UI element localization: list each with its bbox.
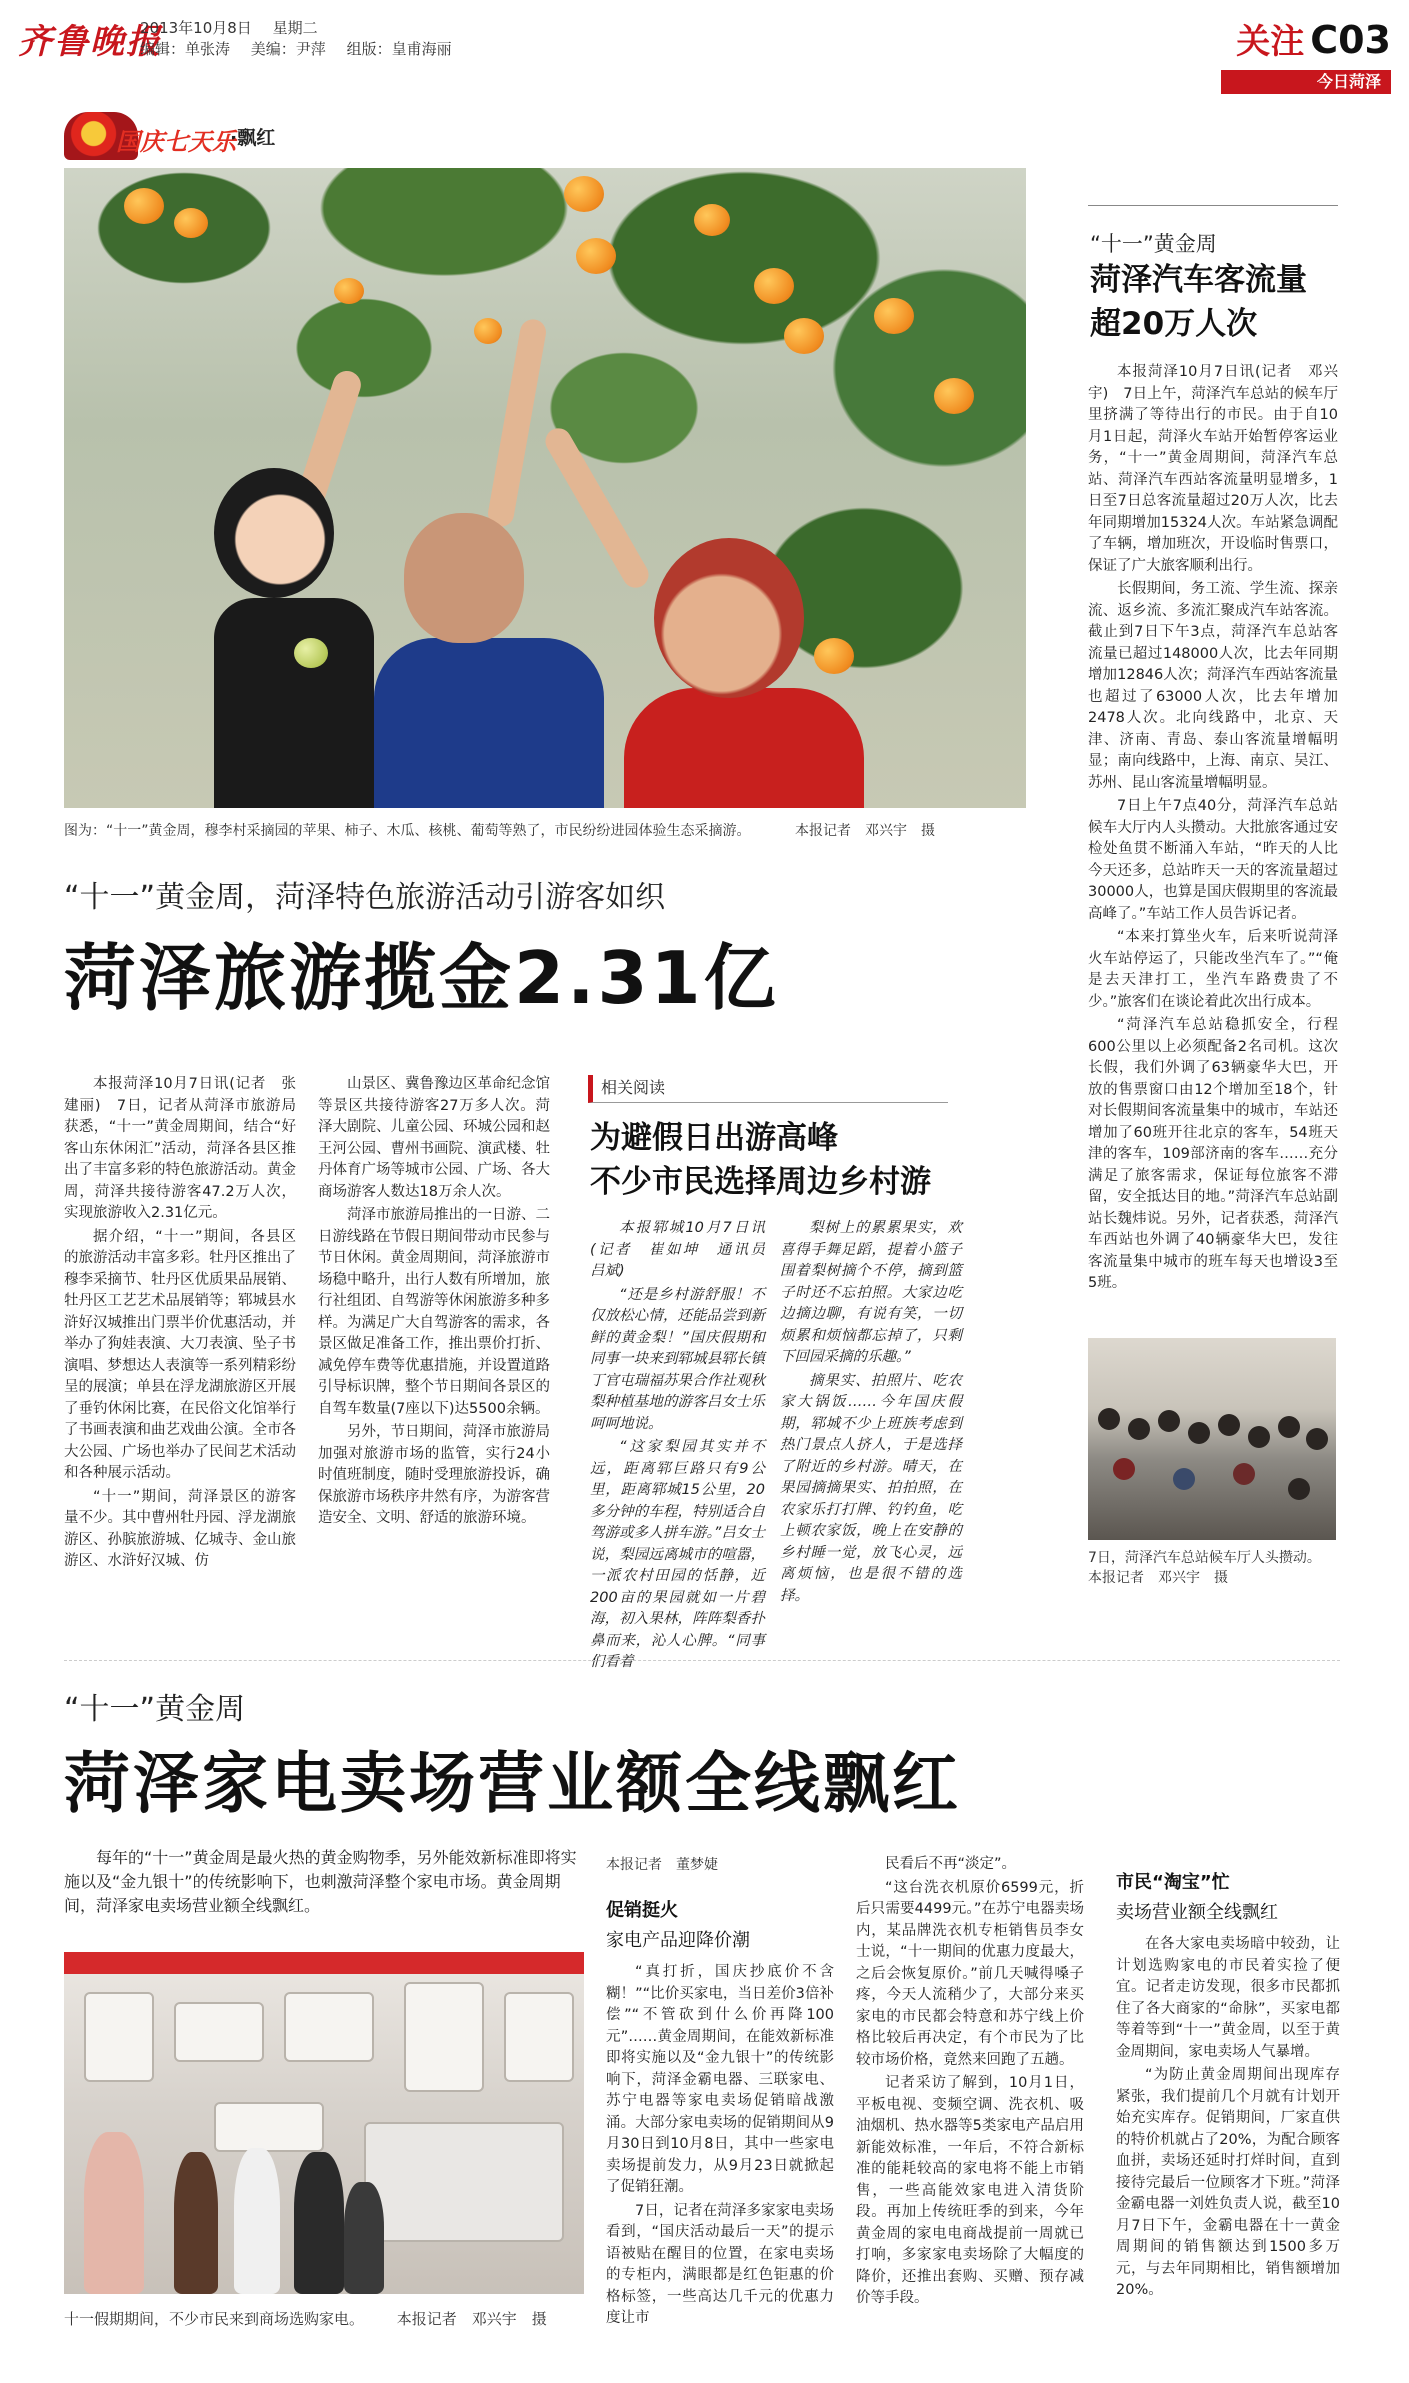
section-name: 关注: [1236, 22, 1305, 62]
girl-head: [214, 468, 334, 598]
section-subtitle: 今日菏泽: [1221, 70, 1391, 94]
article2-column-1: [606, 1962, 834, 2362]
water-heater: [404, 1982, 484, 2092]
persimmon: [934, 378, 974, 414]
article-column-1: [64, 1074, 296, 1624]
article2-paragraph: “真打折，国庆抄底价不含糊！”“比价买家电，当日差价3倍补偿”“不管砍到什么价再降100元”……黄金周期间，在能效新标准即将实施以及“金九银十”的传统影响下，菏泽金霸电器、三联家电、苏宁电器等家电卖场促销暗战激涌。大部分家电卖场的促销期间从9月30日到10月8日，其中一些家电卖场提前发力，从9月23日就掀起了促销狂潮。: [606, 1964, 834, 2195]
woman-figure: [624, 688, 864, 808]
bus-photo-caption: 7日，菏泽汽车总站候车厅人头攒动。 本报记者 邓兴宇 摄: [1088, 1550, 1328, 1586]
related-headline-line: 为避假日出游高峰: [590, 1120, 838, 1156]
page-number: C03: [1310, 18, 1391, 62]
article-column-2: [318, 1074, 550, 1624]
persimmon: [814, 638, 854, 674]
right-article-paragraph: 长假期间，务工流、学生流、探亲流、返乡流、多流汇聚成汽车站客流。截止到7日下午3点，菏泽汽车总站客流量已超过148000人次，比去年同期增加12846人次；菏泽汽车西站客流量也超过了63000人次，比去年增加2478人次。北向线路中，北京、天津、济南、青岛、泰山客流量增幅明显；南向线路中，上海、南京、吴江、苏州、昆山客流量增幅明显。: [1088, 581, 1338, 791]
crowd-person: [1278, 1416, 1300, 1438]
related-paragraph: “还是乡村游舒服！不仅放松心情，还能品尝到新鲜的黄金梨！”国庆假期和同事一块来到郓城县郓长镇丁官屯瑞福苏果合作社观秋梨种植基地的游客吕女士乐呵呵地说。: [590, 1286, 765, 1432]
issue-meta: [140, 18, 468, 60]
right-article-paragraph: 7日上午7点40分，菏泽汽车总站候车大厅内人头攒动。大批旅客通过安检处鱼贯不断涌入车站，“昨天的人比今天还多，总站昨天一天的客流量超过30000人，也算是国庆假期里的客流最高峰了。”车站工作人员告诉记者。: [1088, 798, 1338, 922]
shopper-figure: [344, 2182, 384, 2294]
article-headline: 菏泽旅游揽金2.31亿: [64, 936, 779, 1020]
persimmon: [334, 278, 364, 304]
editor-credit: 编辑：单张涛: [140, 40, 231, 58]
caption-text: 十一假期期间，不少市民来到商场选购家电。: [64, 2310, 365, 2328]
crowd-person: [1173, 1468, 1195, 1490]
issue-date: 2013年10月8日: [140, 19, 252, 37]
newspaper-logo: 齐鲁晚报: [18, 22, 162, 62]
art-editor-credit: 美编：尹萍: [250, 40, 326, 58]
article2-paragraph: 民看后不再“淡定”。: [885, 1856, 1017, 1872]
section-divider: [64, 1660, 1340, 1661]
layout-credit: 组版：皇甫海丽: [346, 40, 452, 58]
appliance-photo-caption: [64, 2308, 584, 2329]
article-paragraph: 本报菏泽10月7日讯(记者 张建丽) 7日，记者从菏泽市旅游局获悉，“十一”黄金周期间，结合“好客山东休闲汇”活动，菏泽各县区推出了丰富多彩的特色旅游活动。黄金周，菏泽共接待游客47.2万人次，实现旅游收入2.31亿元。: [64, 1076, 296, 1221]
article2-kicker: “十一”黄金周: [64, 1692, 246, 1727]
article2-headline: 菏泽家电卖场营业额全线飘红: [64, 1745, 961, 1822]
shopper-figure: [84, 2132, 144, 2294]
article2-paragraph: 7日，记者在菏泽多家家电卖场看到，“国庆活动最后一天”的提示语被贴在醒目的位置，在家电卖场的专柜内，满眼都是红色钜惠的价格标签，一些高达几千元的优惠力度让市: [606, 2202, 834, 2326]
article2-right-column: [1116, 1934, 1340, 2362]
persimmon: [754, 268, 794, 304]
photo-caption: [64, 820, 1026, 840]
caption-text: 图为：“十一”黄金周，穆李村采摘园的苹果、柿子、木瓜、核桃、葡萄等熟了，市民纷纷进园体验生态采摘游。: [64, 823, 751, 839]
persimmon: [564, 176, 604, 212]
crowd-person: [1158, 1410, 1180, 1432]
photo-credit: 本报记者 邓兴宇 摄: [794, 823, 935, 839]
shopper-figure: [234, 2148, 280, 2294]
right-article-body: [1088, 362, 1338, 1330]
crowd-person: [1188, 1422, 1210, 1444]
appliance-store-photo: [64, 1952, 584, 2294]
persimmon: [174, 208, 208, 238]
related-paragraph: “这家梨园其实并不远，距离郓巨路只有9公里，距离郓城15公里，20多分钟的车程，特别适合自驾游或多人拼车游。”吕女士说，梨园远离城市的喧嚣，一派农村田园的恬静，近200亩的果园就如一片碧海，初入果林，阵阵梨香扑鼻而来，沁人心脾。“同事们看着: [590, 1439, 765, 1670]
article2-subhead: 促销挺火: [606, 1900, 678, 1921]
article2-lead: 每年的“十一”黄金周是最火热的黄金购物季，另外能效新标准即将实施以及“金九银十”的传统影响下，也刺激菏泽整个家电市场。黄金周期间，菏泽家电卖场营业额全线飘红。: [64, 1848, 577, 1915]
crowd-person: [1113, 1458, 1135, 1480]
held-fruit: [294, 638, 328, 668]
man-figure: [374, 638, 604, 808]
article-paragraph: 菏泽市旅游局推出的一日游、二日游线路在节假日期间带动市民参与节日休闲。黄金周期间，菏泽旅游市场稳中略升，出行人数有所增加，旅行社组团、自驾游等休闲旅游多种多样。为满足广大自驾游客的需求，各景区做足准备工作，推出票价打折、减免停车费等优惠措施，并设置道路引导标识牌，整个节日期间各景区的自驾车数量(7座以下)达5500余辆。: [318, 1207, 550, 1417]
article-paragraph: 据介绍，“十一”期间，各县区的旅游活动丰富多彩。牡丹区推出了穆李采摘节、牡丹区优质果品展销、牡丹区工艺艺术品展销等；郓城县水浒好汉城推出门票半价优惠活动，并举办了狗娃表演、大刀表演、坠子书演唱、梦想达人表演等一系列精彩纷呈的展演；单县在浮龙湖旅游区开展了垂钓休闲比赛，在民俗文化馆举行了书画表演和曲艺戏曲公演。全市各大公园、广场也举办了民间艺术活动和各种展示活动。: [64, 1228, 296, 1481]
right-article-headline: [1090, 258, 1307, 346]
water-heater: [284, 1992, 374, 2062]
article-paragraph: “十一”期间，菏泽景区的游客量不少。其中曹州牡丹园、浮龙湖旅游区、孙膑旅游城、亿城寺、金山旅游区、水浒好汉城、仿: [64, 1488, 296, 1569]
persimmon: [474, 318, 502, 344]
related-headline: [590, 1116, 931, 1204]
column-subtitle: ·飘红: [230, 126, 276, 149]
article2-column-2: [856, 1854, 1084, 2362]
article2-byline: 本报记者 董梦婕: [606, 1857, 718, 1873]
crowd-person: [1288, 1478, 1310, 1500]
related-paragraph: 摘果实、拍照片、吃农家大锅饭……今年国庆假期，郓城不少上班族考虑到热门景点人挤人，于是选择了附近的乡村游。晴天，在果园摘摘果实、拍拍照，在农家乐打打牌、钓钓鱼，吃上顿农家饭，晚上在安静的乡村睡一觉，放飞心灵，远离烦恼，也是很不错的选择。: [780, 1372, 962, 1604]
display-counter: [364, 2122, 564, 2242]
right-headline-line: 超20万人次: [1090, 306, 1258, 342]
related-column-2: [780, 1218, 962, 1626]
right-article-paragraph: “菏泽汽车总站稳抓安全，行程600公里以上必须配备2名司机。这次长假，我们外调了63辆豪华大巴，开放的售票窗口由12个增加至18个，针对长假期间客流量集中的城市，车站还增加了60班开往北京的客车，54班天津的客车，109部济南的客车……充分满足了旅客需求，保证每位旅客不滞留，安全抵达目的地。”菏泽汽车总站副站长魏炜说。另外，记者获悉，菏泽汽车西站也外调了40辆豪华大巴，发往客流量集中城市的班车每天也增设3至5班。: [1088, 1017, 1338, 1291]
related-reading-tag: 相关阅读: [588, 1075, 948, 1103]
article-kicker: “十一”黄金周，菏泽特色旅游活动引游客如织: [64, 880, 666, 915]
column-emblem-text: 国庆七天乐: [116, 127, 236, 156]
water-heater: [84, 1992, 154, 2082]
article2-right-kicker: 市民“淘宝”忙: [1116, 1872, 1230, 1893]
related-column-1: [590, 1218, 780, 1670]
photo-credit: 本报记者 邓兴宇 摄: [396, 2310, 547, 2328]
article-paragraph: 另外，节日期间，菏泽市旅游局加强对旅游市场的监管，实行24小时值班制度，随时受理旅游投诉，确保旅游市场秩序井然有序，为游客营造安全、文明、舒适的旅游环境。: [318, 1424, 550, 1526]
article-paragraph: 山景区、冀鲁豫边区革命纪念馆等景区共接待游客27万多人次。菏泽大剧院、儿童公园、环城公园和赵王河公园、曹州书画院、演武楼、牡丹体育广场等城市公园、广场、各大商场游客人数达18万余人次。: [318, 1076, 550, 1200]
right-article-paragraph: 本报菏泽10月7日讯(记者 邓兴宇) 7日上午，菏泽汽车总站的候车厅里挤满了等待出行的市民。由于自10月1日起，菏泽火车站开始暂停客运业务，“十一”黄金周期间，菏泽汽车总站、菏泽汽车西站客流量明显增多，1日至7日总客流量超过20万人次，比去年同期增加15324人次。车站紧急调配了车辆，增加班次，开设临时售票口，保证了广大旅客顺利出行。: [1088, 364, 1338, 574]
crowd-person: [1306, 1428, 1328, 1450]
right-column-rule: [1088, 205, 1338, 206]
column-tag: [64, 112, 275, 160]
right-article-kicker: “十一”黄金周: [1090, 232, 1217, 256]
related-byline: 本报郓城10月7日讯(记者 崔如坤 通讯员 吕斌): [590, 1220, 780, 1279]
crowd-person: [1128, 1418, 1150, 1440]
water-heater: [174, 2002, 264, 2062]
persimmon: [124, 188, 164, 224]
related-paragraph: 梨树上的累累果实，欢喜得手舞足蹈，提着小篮子围着梨树摘个不停，摘到篮子时还不忘拍照。大家边吃边摘边聊，有说有笑，一切烦累和烦恼都忘掉了，只剩下回园采摘的乐趣。”: [780, 1220, 962, 1365]
article2-right-headline: 卖场营业额全线飘红: [1116, 1902, 1278, 1923]
national-day-emblem-icon: [64, 112, 236, 160]
article2-paragraph: “为防止黄金周期间出现库存紧张，我们提前几个月就有计划开始充实库存。促销期间，厂家直供的特价机就占了20%，为配合顾客血拼，卖场还延时打烊时间，直到接待完最后一位顾客才下班。”菏泽金霸电器一刘姓负责人说，截至10月7日下午，金霸电器在十一黄金周期间的销售额达到1500多万元，与去年同期相比，销售额增加20%。: [1116, 2067, 1340, 2298]
bus-station-crowd-photo: [1088, 1338, 1336, 1540]
water-heater: [504, 1992, 574, 2082]
persimmon-picking-photo: [64, 168, 1026, 808]
crowd-person: [1218, 1414, 1240, 1436]
right-article-paragraph: “本来打算坐火车，后来听说菏泽火车站停运了，只能改坐汽车了。”“俺是去天津打工，坐汽车路费贵了不少。”旅客们在谈论着此次出行成本。: [1088, 929, 1338, 1010]
woman-head: [654, 538, 804, 698]
water-heater: [214, 2102, 324, 2152]
persimmon: [784, 318, 824, 354]
article2-paragraph: 在各大家电卖场暗中较劲，让计划选购家电的市民着实捡了便宜。记者走访发现，很多市民都抓住了各大商家的“命脉”，买家电都等着等到“十一”黄金周，以至于黄金周期间，家电卖场人气暴增。: [1116, 1936, 1340, 2060]
article2-paragraph: 记者采访了解到，10月1日，平板电视、变频空调、洗衣机、吸油烟机、热水器等5类家电产品启用新能效标准，一年后，不符合新标准的能耗较高的家电将不能上市销售，一些高能效家电进入清货阶段。再加上传统旺季的到来，今年黄金周的家电电商战提前一周就已打响，多家家电卖场除了大幅度的降价，还推出套购、买赠、预存减价等手段。: [856, 2075, 1084, 2306]
crowd-person: [1098, 1408, 1120, 1430]
issue-weekday: 星期二: [272, 19, 318, 37]
article2-subhead: 家电产品迎降价潮: [606, 1930, 750, 1951]
shopper-figure: [294, 2152, 344, 2294]
related-headline-line: 不少市民选择周边乡村游: [590, 1164, 931, 1200]
section-header: [1221, 14, 1391, 91]
shopper-figure: [174, 2152, 218, 2294]
persimmon: [576, 238, 616, 274]
crowd-person: [1233, 1463, 1255, 1485]
girl-figure: [214, 598, 374, 808]
store-banner: [64, 1952, 584, 1974]
article2-paragraph: “这台洗衣机原价6599元，折后只需要4499元。”在苏宁电器卖场内，某品牌洗衣机专柜销售员李女士说，“十一期间的优惠力度最大，之后会恢复原价。”前几天喊得嗓子疼，今天人流稍少了，大部分来买家电的市民都会特意和苏宁线上价格比较后再决定，有个市民为了比较市场价格，竟然来回跑了五趟。: [856, 1879, 1084, 2068]
masthead: [0, 0, 1409, 91]
persimmon: [694, 204, 730, 236]
crowd-person: [1248, 1426, 1270, 1448]
man-head: [404, 513, 524, 643]
persimmon: [874, 298, 914, 334]
right-headline-line: 菏泽汽车客流量: [1090, 262, 1307, 298]
